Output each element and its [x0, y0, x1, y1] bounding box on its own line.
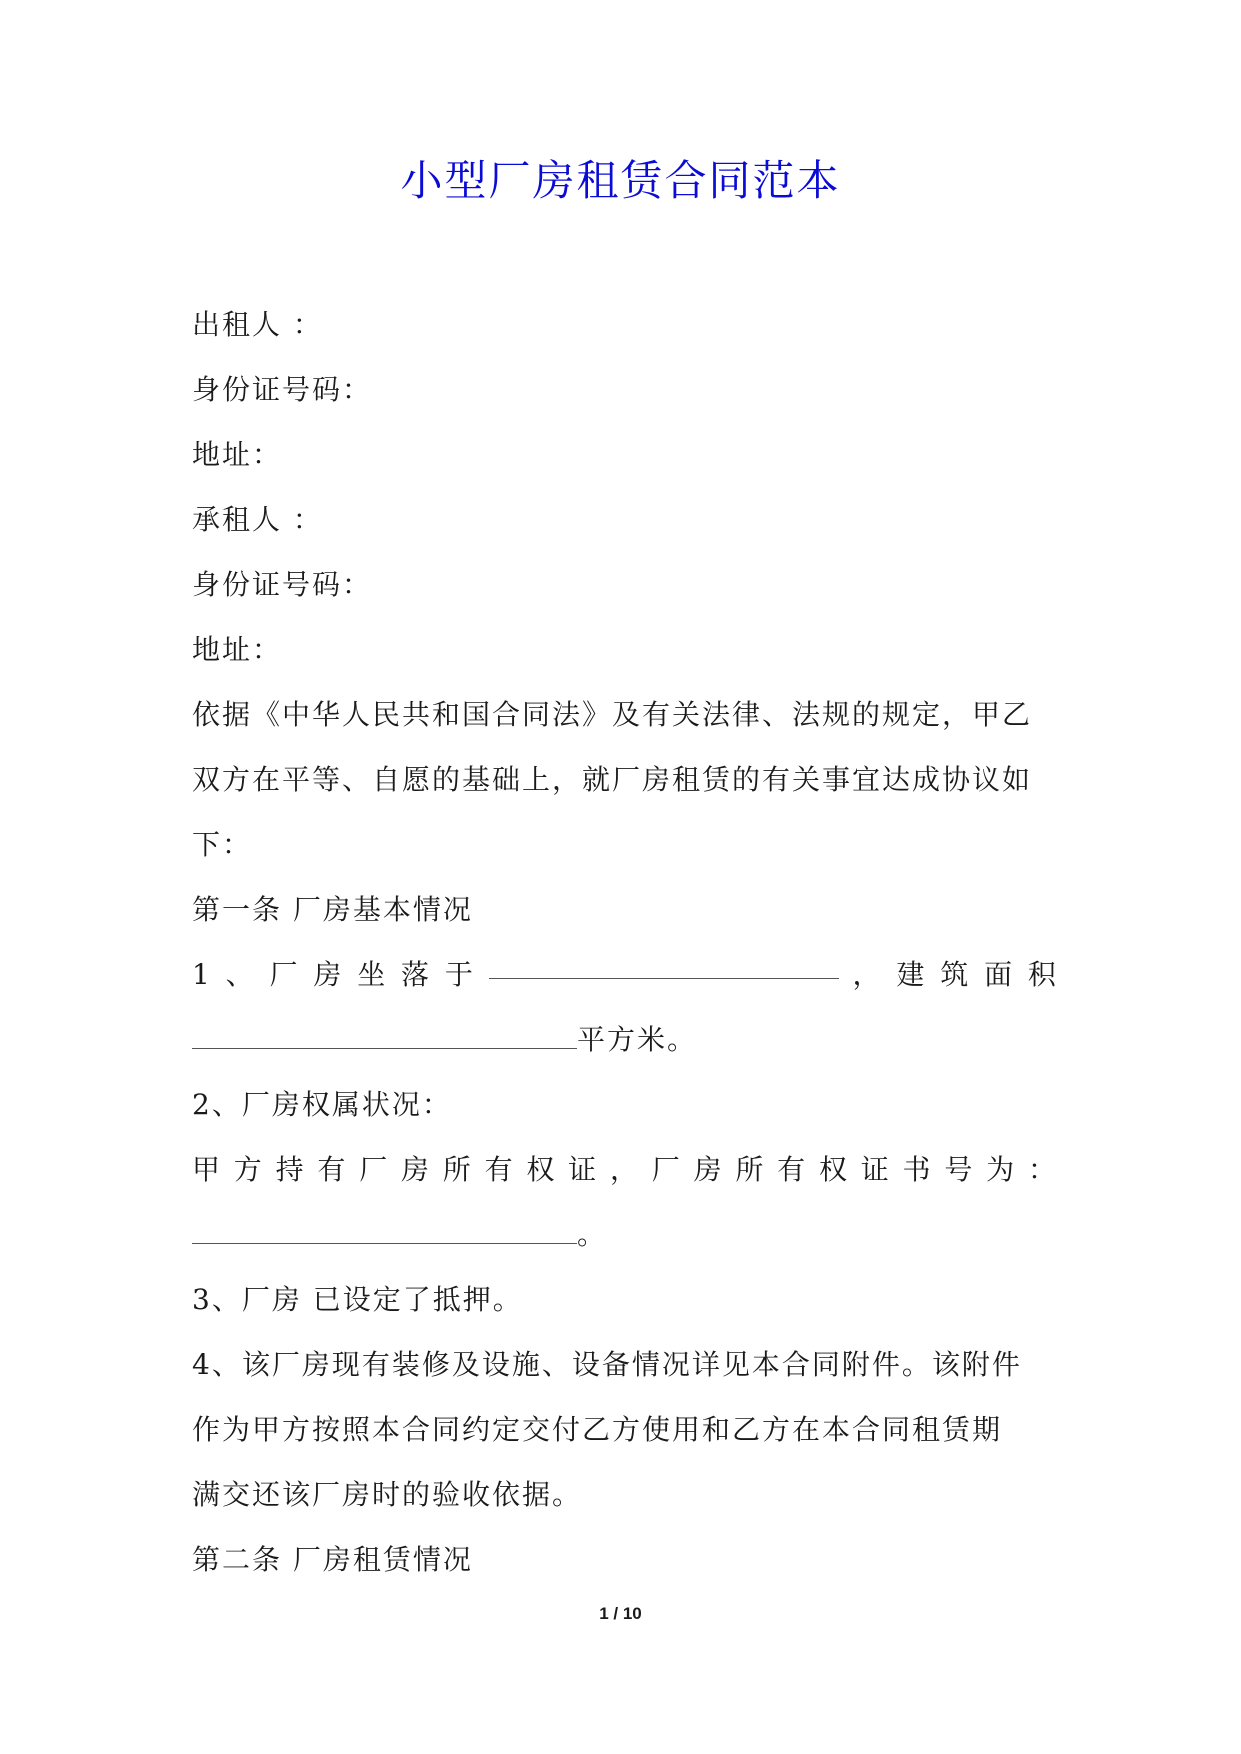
item-1-char: 1: [192, 958, 212, 991]
item-2-char: 房: [400, 1153, 431, 1186]
item-1-char: 房: [313, 958, 344, 991]
item-1-area-char: 建: [896, 958, 927, 991]
lessor-label: 出租人 ：: [192, 308, 323, 341]
item-2-char: 号: [944, 1153, 975, 1186]
item-1-area-char: 面: [984, 958, 1015, 991]
item-2-char: 有: [317, 1153, 348, 1186]
item-1-char: 于: [444, 958, 475, 991]
preamble-line-3: 下：: [192, 828, 253, 861]
item-1-area-char: 筑: [940, 958, 971, 991]
item-2-char: 权: [818, 1153, 849, 1186]
article-2-heading: 第二条 厂房租赁情况: [192, 1543, 473, 1576]
item-2-char: 厂: [651, 1153, 682, 1186]
preamble-line-2: 双方在平等、自愿的基础上，就厂房租赁的有关事宜达成协议如: [192, 763, 1033, 796]
item-2-certificate-line: [192, 1202, 1058, 1267]
document-body: [192, 292, 1058, 1592]
item-1-unit: 平方米。: [577, 1023, 698, 1056]
item-2-end: 。: [577, 1218, 608, 1251]
item-2-char: 厂: [359, 1153, 390, 1186]
item-1-area-char: 积: [1027, 958, 1058, 991]
item-4-line-1: 4、该厂房现有装修及设施、设备情况详见本合同附件。该附件: [192, 1348, 1022, 1381]
item-2-char: ：: [1027, 1153, 1058, 1186]
item-2-char: 房: [693, 1153, 724, 1186]
item-2-char: 为: [986, 1153, 1017, 1186]
item-2-char: 所: [442, 1153, 473, 1186]
lessee-id-label: 身份证号码：: [192, 568, 373, 601]
item-1-char: 、: [225, 958, 256, 991]
item-1-char: 厂: [269, 958, 300, 991]
lessor-address-label: 地址：: [192, 438, 283, 471]
item-2-char: 甲: [192, 1153, 223, 1186]
item-1-location-line: [192, 942, 1058, 1007]
lessee-label: 承租人 ：: [192, 503, 323, 536]
article-1-heading: 第一条 厂房基本情况: [192, 893, 473, 926]
item-2-char: ，: [609, 1153, 640, 1186]
document-title: 小型厂房租赁合同范本: [400, 156, 841, 205]
item-1-char: 坐: [357, 958, 388, 991]
item-2-char: 方: [233, 1153, 264, 1186]
item-2-char: 证: [860, 1153, 891, 1186]
item-4-line-3: 满交还该厂房时的验收依据。: [192, 1478, 583, 1511]
lessee-address-label: 地址：: [192, 633, 283, 666]
item-3: 3、厂房 已设定了抵押。: [192, 1283, 523, 1316]
item-2-label: 2、厂房权属状况：: [192, 1088, 452, 1121]
item-2-char: 权: [526, 1153, 557, 1186]
preamble-line-1: 依据《中华人民共和国合同法》及有关法律、法规的规定，甲乙: [192, 698, 1033, 731]
area-blank: [192, 1012, 577, 1049]
location-blank: [489, 942, 839, 979]
lessor-id-label: 身份证号码：: [192, 373, 373, 406]
item-1-comma: ，: [852, 958, 883, 991]
page-number: 1 / 10: [599, 1604, 642, 1623]
item-1-area-line: [192, 1007, 1058, 1072]
item-2-char: 有: [777, 1153, 808, 1186]
item-2-char: 所: [735, 1153, 766, 1186]
item-1-char: 落: [401, 958, 432, 991]
item-2-char: 书: [902, 1153, 933, 1186]
item-2-char: 有: [484, 1153, 515, 1186]
item-2-text-line: [192, 1137, 1058, 1202]
item-4-line-2: 作为甲方按照本合同约定交付乙方使用和乙方在本合同租赁期: [192, 1413, 1003, 1446]
certificate-blank: [192, 1207, 577, 1244]
item-2-char: 持: [275, 1153, 306, 1186]
item-2-char: 证: [568, 1153, 599, 1186]
